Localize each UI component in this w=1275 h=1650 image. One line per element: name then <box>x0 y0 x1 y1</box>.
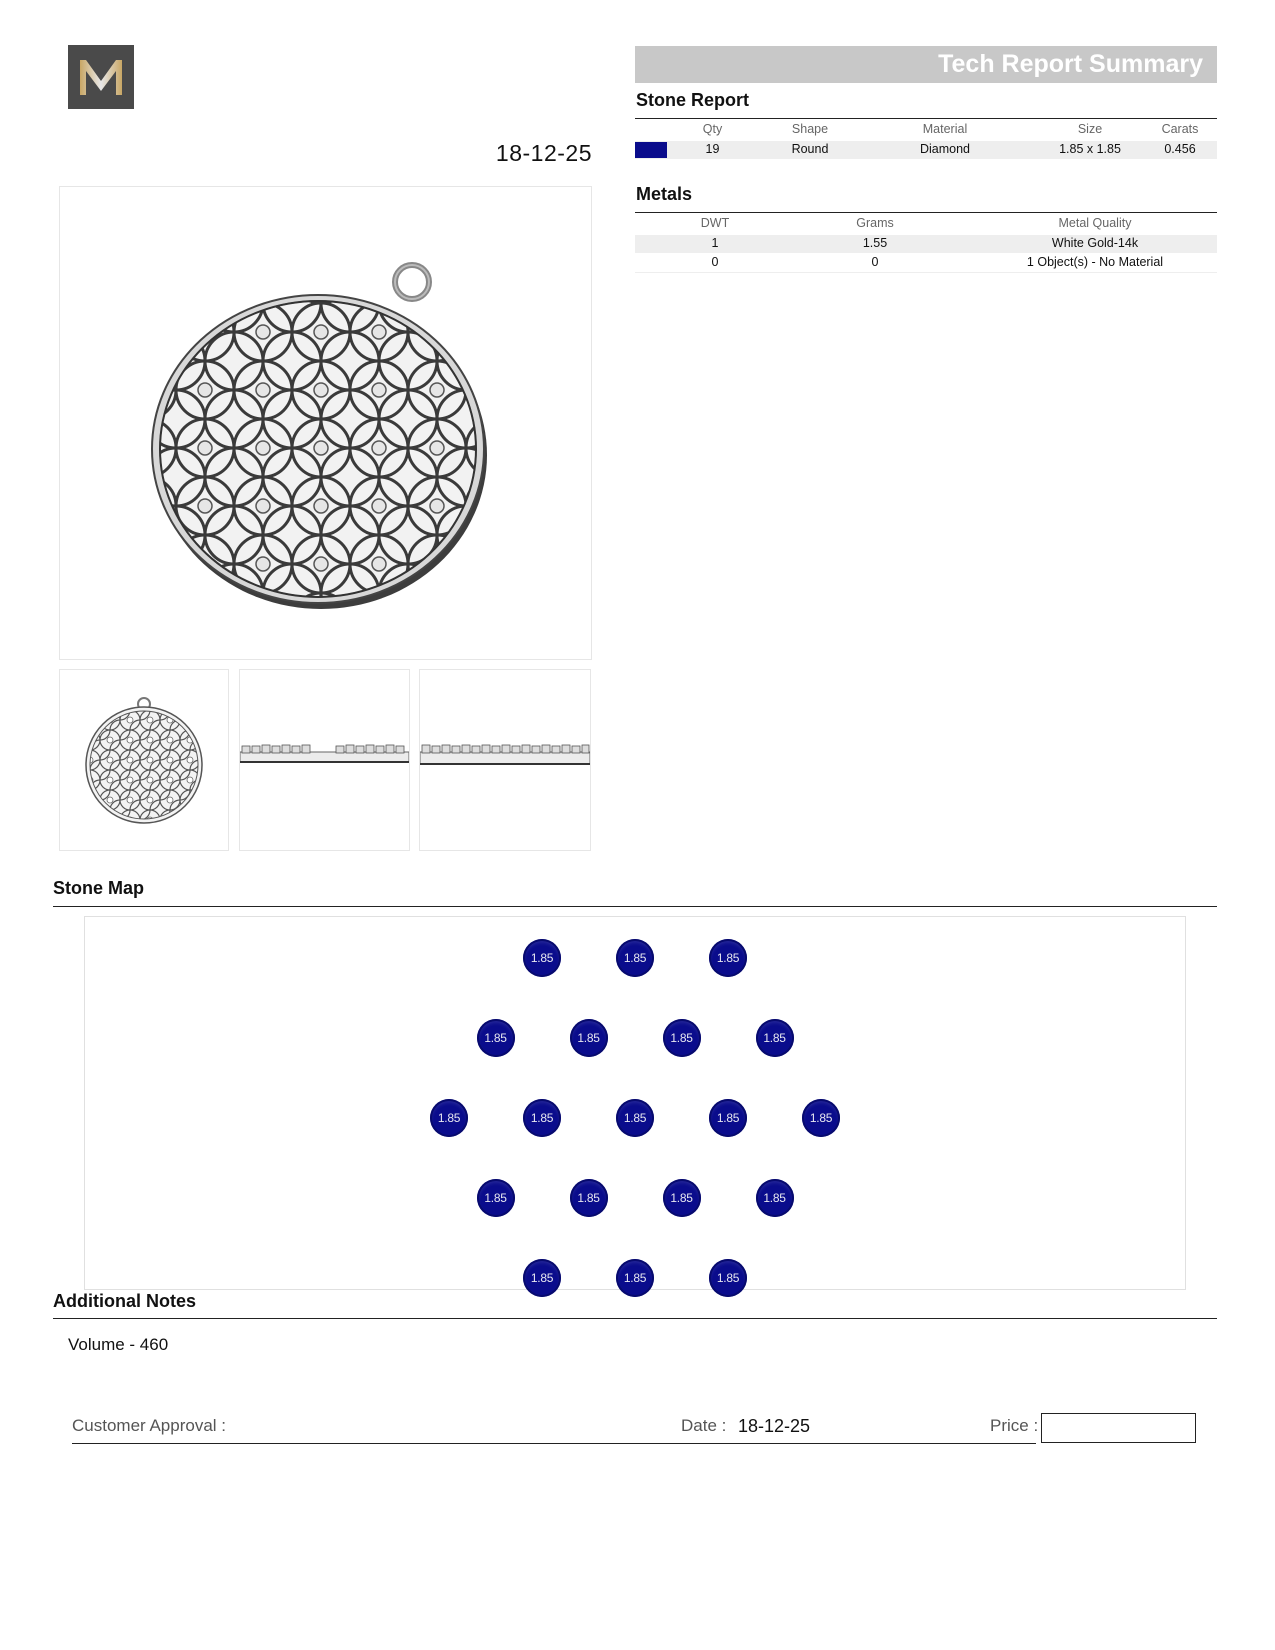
col-size: Size <box>1077 122 1103 136</box>
stone-marker: 1.85 <box>570 1179 608 1217</box>
table-row <box>635 141 1217 159</box>
stone-report-rule <box>635 118 1217 119</box>
pendant-side-thumbnail <box>240 670 409 850</box>
logo-m-icon <box>77 57 125 97</box>
stone-map-rule <box>53 906 1217 907</box>
thumbnail-side[interactable] <box>239 669 410 851</box>
metal-quality: White Gold-14k <box>1051 236 1139 250</box>
pendant-edge-thumbnail <box>420 670 590 850</box>
main-product-render <box>59 186 592 660</box>
stone-marker: 1.85 <box>663 1019 701 1057</box>
stone-marker: 1.85 <box>709 939 747 977</box>
stone-marker: 1.85 <box>709 1259 747 1297</box>
stone-report-table <box>635 122 1217 162</box>
pendant-render-image <box>60 187 591 659</box>
stone-marker: 1.85 <box>477 1179 515 1217</box>
metal-grams: 1.55 <box>862 236 888 250</box>
metal-dwt: 0 <box>711 255 719 269</box>
notes-text: Volume - 460 <box>68 1335 169 1354</box>
stone-map <box>84 916 1186 1290</box>
metal-dwt: 1 <box>711 236 719 250</box>
stone-marker: 1.85 <box>570 1019 608 1057</box>
stone-carats: 0.456 <box>1164 142 1196 156</box>
stone-marker: 1.85 <box>477 1019 515 1057</box>
price-field[interactable] <box>1041 1413 1196 1443</box>
stone-marker: 1.85 <box>523 1259 561 1297</box>
stone-map-heading: Stone Map <box>53 878 145 898</box>
metals-table <box>635 216 1217 276</box>
stone-marker: 1.85 <box>616 1259 654 1297</box>
metals-rule <box>635 212 1217 213</box>
metal-quality: 1 Object(s) - No Material <box>1026 255 1164 269</box>
stone-marker: 1.85 <box>802 1099 840 1137</box>
stone-marker: 1.85 <box>756 1019 794 1057</box>
stone-marker: 1.85 <box>523 1099 561 1137</box>
pendant-front-thumbnail <box>60 670 228 850</box>
stone-marker: 1.85 <box>709 1099 747 1137</box>
customer-approval-label: Customer Approval : <box>72 1416 227 1435</box>
col-carats: Carats <box>1161 122 1199 136</box>
col-qty: Qty <box>702 122 723 136</box>
notes-rule <box>53 1318 1217 1319</box>
col-shape: Shape <box>791 122 829 136</box>
stone-material: Diamond <box>919 142 971 156</box>
stone-marker: 1.85 <box>756 1179 794 1217</box>
col-grams: Grams <box>856 216 894 230</box>
metal-grams: 0 <box>871 255 879 269</box>
metals-heading: Metals <box>636 184 693 204</box>
stone-qty: 19 <box>705 142 720 156</box>
table-row <box>635 235 1217 253</box>
company-logo <box>68 45 134 109</box>
stone-size: 1.85 x 1.85 <box>1059 142 1121 156</box>
approval-signature-line <box>72 1443 1036 1444</box>
price-label: Price : <box>990 1416 1039 1435</box>
report-title: Tech Report Summary <box>938 50 1203 78</box>
stone-report-header-row <box>635 122 1217 140</box>
stone-color-swatch <box>635 142 667 158</box>
report-banner <box>635 46 1217 83</box>
stone-marker: 1.85 <box>523 939 561 977</box>
thumbnail-edge[interactable] <box>419 669 591 851</box>
date-label: Date : <box>681 1416 727 1435</box>
approval-date-value: 18-12-25 <box>738 1416 811 1436</box>
metals-header-row <box>635 216 1217 234</box>
additional-notes-heading: Additional Notes <box>53 1291 196 1311</box>
stone-shape: Round <box>791 142 829 156</box>
stone-marker: 1.85 <box>616 939 654 977</box>
stone-marker: 1.85 <box>663 1179 701 1217</box>
thumbnail-front[interactable] <box>59 669 229 851</box>
table-row <box>635 254 1217 273</box>
report-date: 18-12-25 <box>495 140 592 166</box>
col-material: Material <box>922 122 968 136</box>
col-dwt: DWT <box>700 216 730 230</box>
stone-marker: 1.85 <box>430 1099 468 1137</box>
stone-report-heading: Stone Report <box>636 90 750 110</box>
stone-marker: 1.85 <box>616 1099 654 1137</box>
col-metal-quality: Metal Quality <box>1058 216 1132 230</box>
